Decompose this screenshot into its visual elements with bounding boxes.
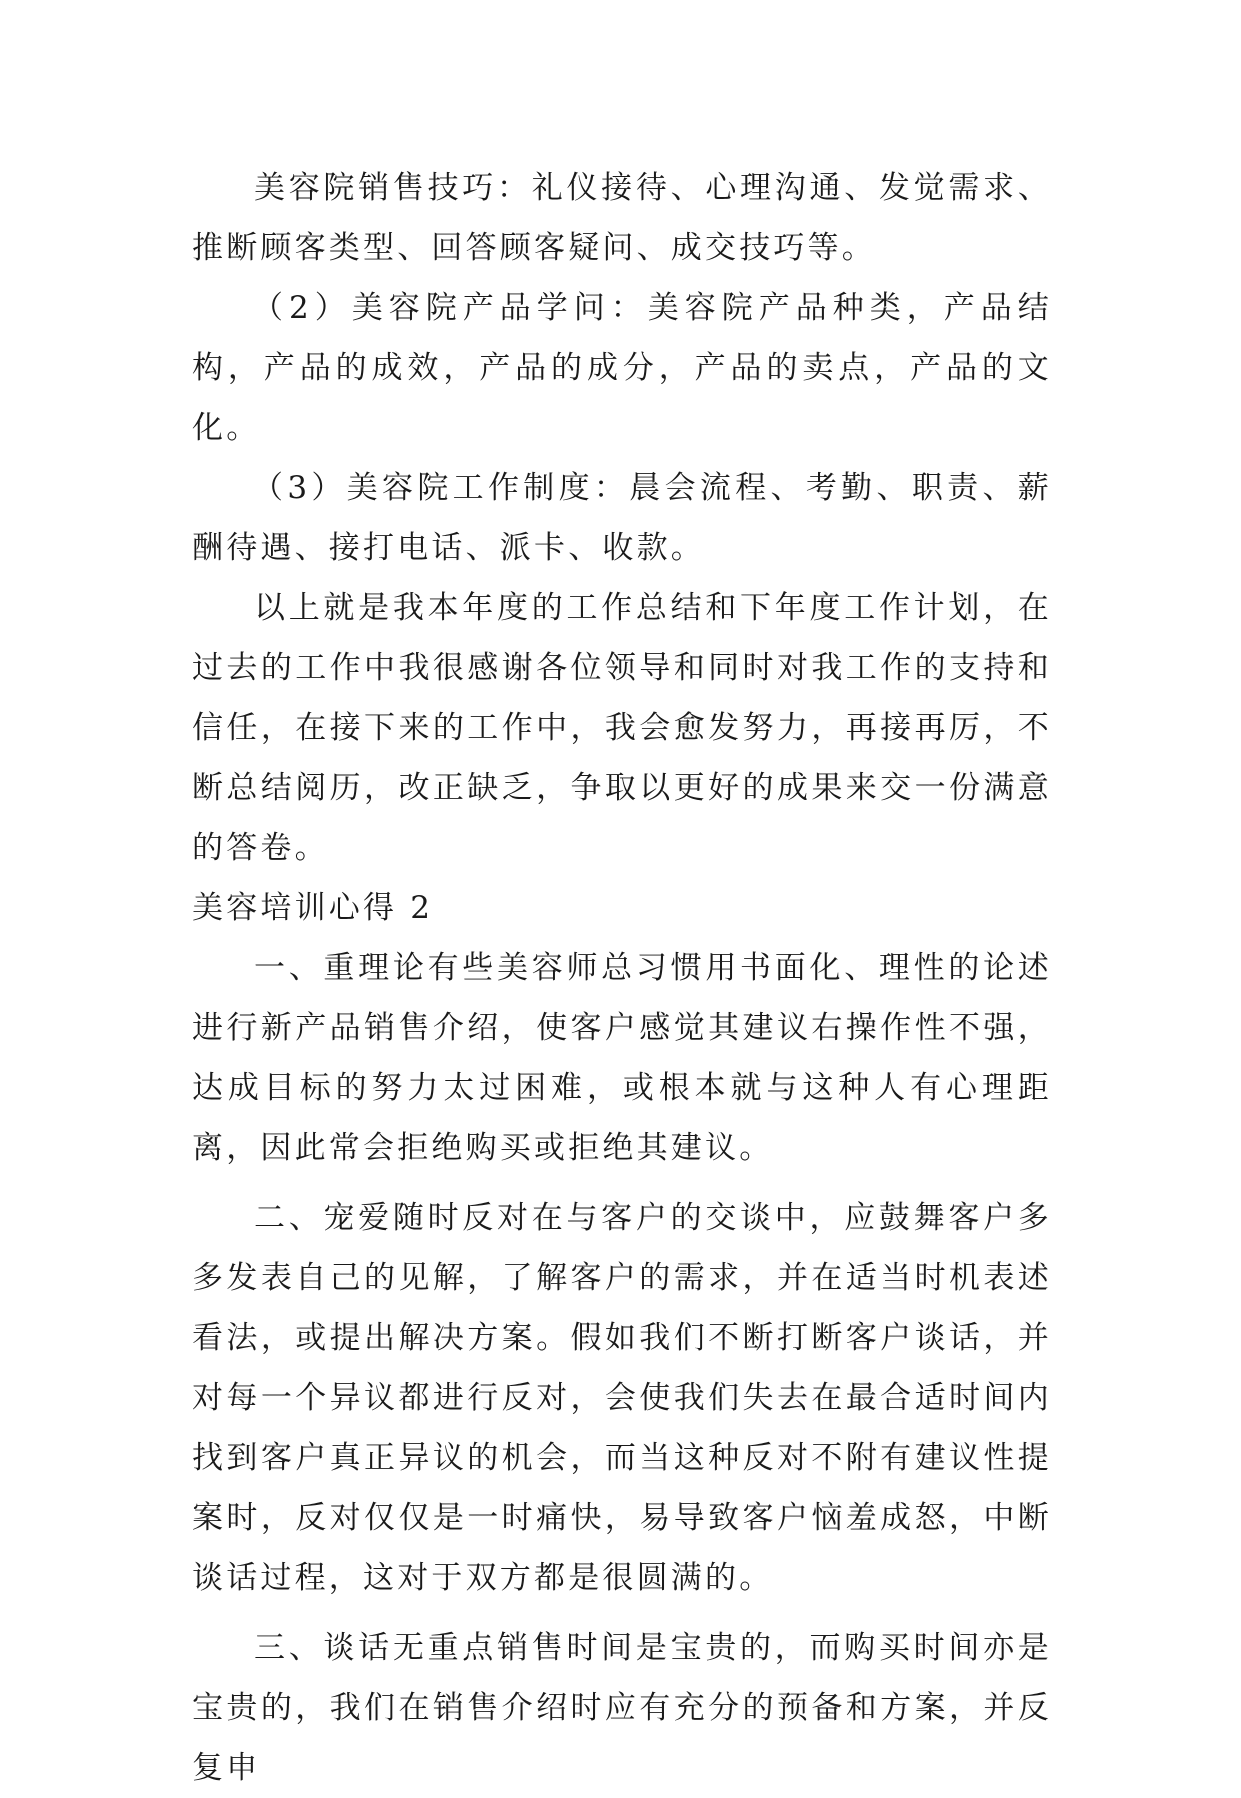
section-title: 美容培训心得 2 <box>192 890 434 926</box>
paragraph-point-one: 一、重理论有些美容师总习惯用书面化、理性的论述进行新产品销售介绍，使客户感觉其建议右操作性不强，达成目标的努力太过困难，或根本就与这种人有心理距离，因此常会拒绝购买或拒绝其建议。 <box>192 950 1052 1166</box>
paragraph-sales-skills: 美容院销售技巧：礼仪接待、心理沟通、发觉需求、推断顾客类型、回答顾客疑问、成交技巧等。 <box>192 170 1052 266</box>
document-body <box>192 158 1052 1798</box>
paragraph-work-rules: （3）美容院工作制度：晨会流程、考勤、职责、薪酬待遇、接打电话、派卡、收款。 <box>192 470 1052 566</box>
paragraph-point-two: 二、宠爱随时反对在与客户的交谈中，应鼓舞客户多多发表自己的见解，了解客户的需求，并在适当时机表述看法，或提出解决方案。假如我们不断打断客户谈话，并对每一个异议都进行反对，会使我们失去在最合适时间内找到客户真正异议的机会，而当这种反对不附有建议性提案时，反对仅仅是一时痛快，易导致客户恼羞成怒，中断谈话过程，这对于双方都是很圆满的。 <box>192 1200 1052 1596</box>
paragraph-product-knowledge: （2）美容院产品学问：美容院产品种类，产品结构，产品的成效，产品的成分，产品的卖点，产品的文化。 <box>192 290 1052 446</box>
paragraph-point-three: 三、谈话无重点销售时间是宝贵的，而购买时间亦是宝贵的，我们在销售介绍时应有充分的预备和方案，并反复申 <box>192 1630 1052 1786</box>
paragraph-summary: 以上就是我本年度的工作总结和下年度工作计划，在过去的工作中我很感谢各位领导和同时对我工作的支持和信任，在接下来的工作中，我会愈发努力，再接再厉，不断总结阅历，改正缺乏，争取以更好的成果来交一份满意的答卷。 <box>192 590 1052 866</box>
